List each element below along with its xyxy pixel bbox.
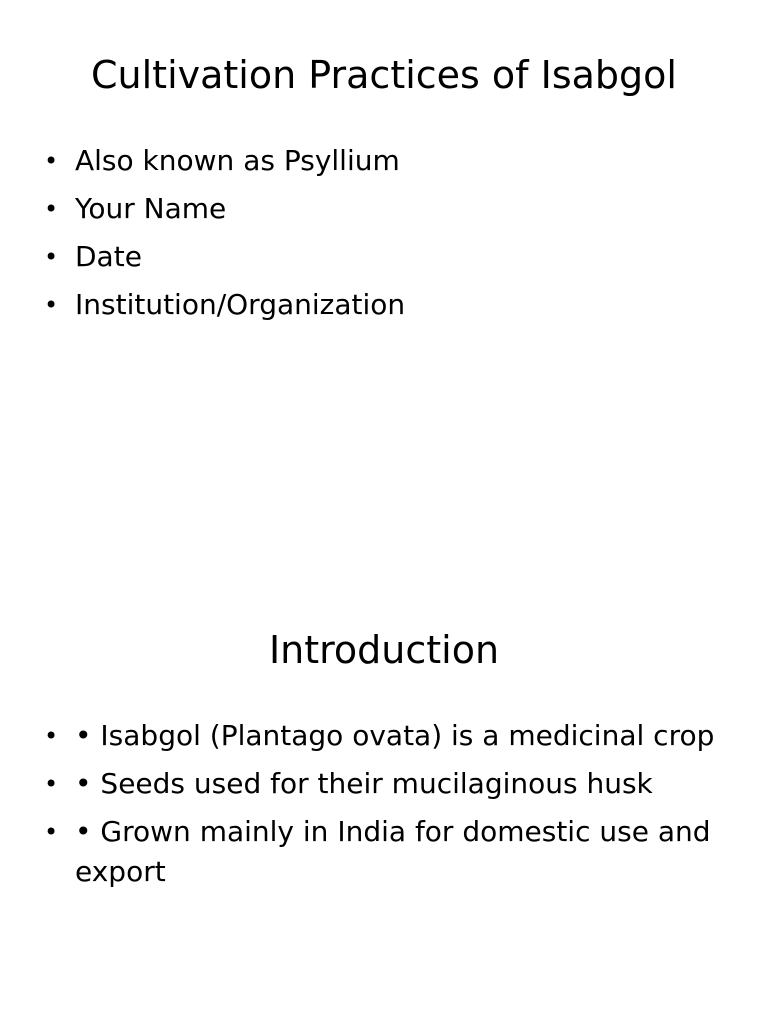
bullet-list: [0, 716, 768, 900]
bullet-item: [0, 141, 768, 181]
bullet-icon: •: [44, 147, 59, 175]
bullet-item: [0, 237, 768, 277]
bullet-icon: •: [44, 243, 59, 271]
bullet-text: Institution/Organization: [75, 288, 406, 321]
bullet-icon: •: [44, 722, 59, 750]
bullet-text: • Seeds used for their mucilaginous husk: [75, 767, 653, 800]
bullet-text: • Grown mainly in India for domestic use and export: [75, 815, 711, 888]
bullet-item: [0, 764, 768, 804]
slide-introduction: [0, 512, 768, 1024]
slide-title: Cultivation Practices of Isabgol: [91, 53, 677, 97]
bullet-icon: •: [44, 291, 59, 319]
bullet-item: [0, 285, 768, 325]
bullet-item: [0, 716, 768, 756]
bullet-text: Also known as Psyllium: [75, 144, 400, 177]
bullet-icon: •: [44, 818, 59, 846]
bullet-icon: •: [44, 195, 59, 223]
bullet-text: • Isabgol (Plantago ovata) is a medicinal crop: [75, 719, 715, 752]
bullet-text: Date: [75, 240, 142, 273]
bullet-item: [0, 812, 768, 892]
bullet-icon: •: [44, 770, 59, 798]
bullet-item: [0, 189, 768, 229]
bullet-text: Your Name: [75, 192, 227, 225]
bullet-list: [0, 141, 768, 333]
slide-title: Introduction: [268, 628, 500, 672]
